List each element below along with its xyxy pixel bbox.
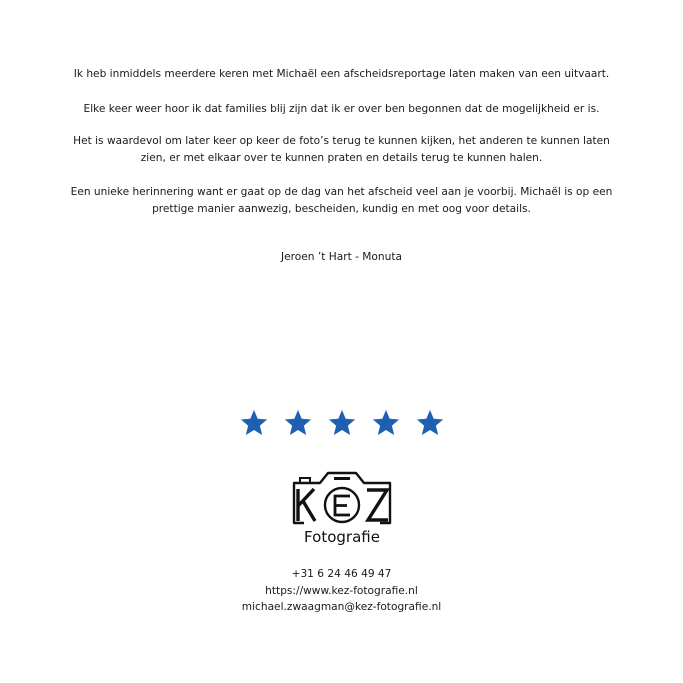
testimonial-line: zien, er met elkaar over te kunnen praten en details terug te kunnen halen.	[140, 152, 543, 164]
contact-website-link[interactable]: https://www.kez-fotografie.nl	[265, 585, 418, 597]
star-icon	[327, 408, 357, 438]
star-icon	[239, 408, 269, 438]
testimonial-paragraph-3	[40, 133, 643, 167]
testimonial-line: Het is waardevol om later keer op keer de foto’s terug te kunnen kijken, het anderen te kunnen laten	[73, 135, 610, 147]
testimonial-text: Elke keer weer hoor ik dat families blij zijn dat ik er over ben begonnen dat de mogelijkheid er is.	[83, 103, 600, 115]
testimonial-line: prettige manier aanwezig, bescheiden, kundig en met oog voor details.	[152, 203, 531, 215]
star-icon	[371, 408, 401, 438]
contact-email-link[interactable]: michael.zwaagman@kez-fotografie.nl	[241, 601, 442, 613]
camera-icon	[290, 465, 394, 527]
brand-subtitle: Fotografie	[304, 528, 380, 546]
testimonial-paragraph-4	[40, 184, 643, 218]
testimonial-paragraph-1	[40, 66, 643, 83]
testimonial-text: Ik heb inmiddels meerdere keren met Michaël een afscheidsreportage laten maken van een uitvaart.	[73, 68, 610, 80]
testimonial-signature	[40, 249, 643, 266]
contact-phone[interactable]: +31 6 24 46 49 47	[291, 568, 392, 580]
star-icon	[415, 408, 445, 438]
signature-text: Jeroen ’t Hart - Monuta	[281, 251, 402, 263]
testimonial-paragraph-2	[40, 101, 643, 118]
star-rating	[0, 408, 683, 438]
testimonial-line: Een unieke herinnering want er gaat op de dag van het afscheid veel aan je voorbij. Michaël is op een	[70, 186, 613, 198]
star-icon	[283, 408, 313, 438]
